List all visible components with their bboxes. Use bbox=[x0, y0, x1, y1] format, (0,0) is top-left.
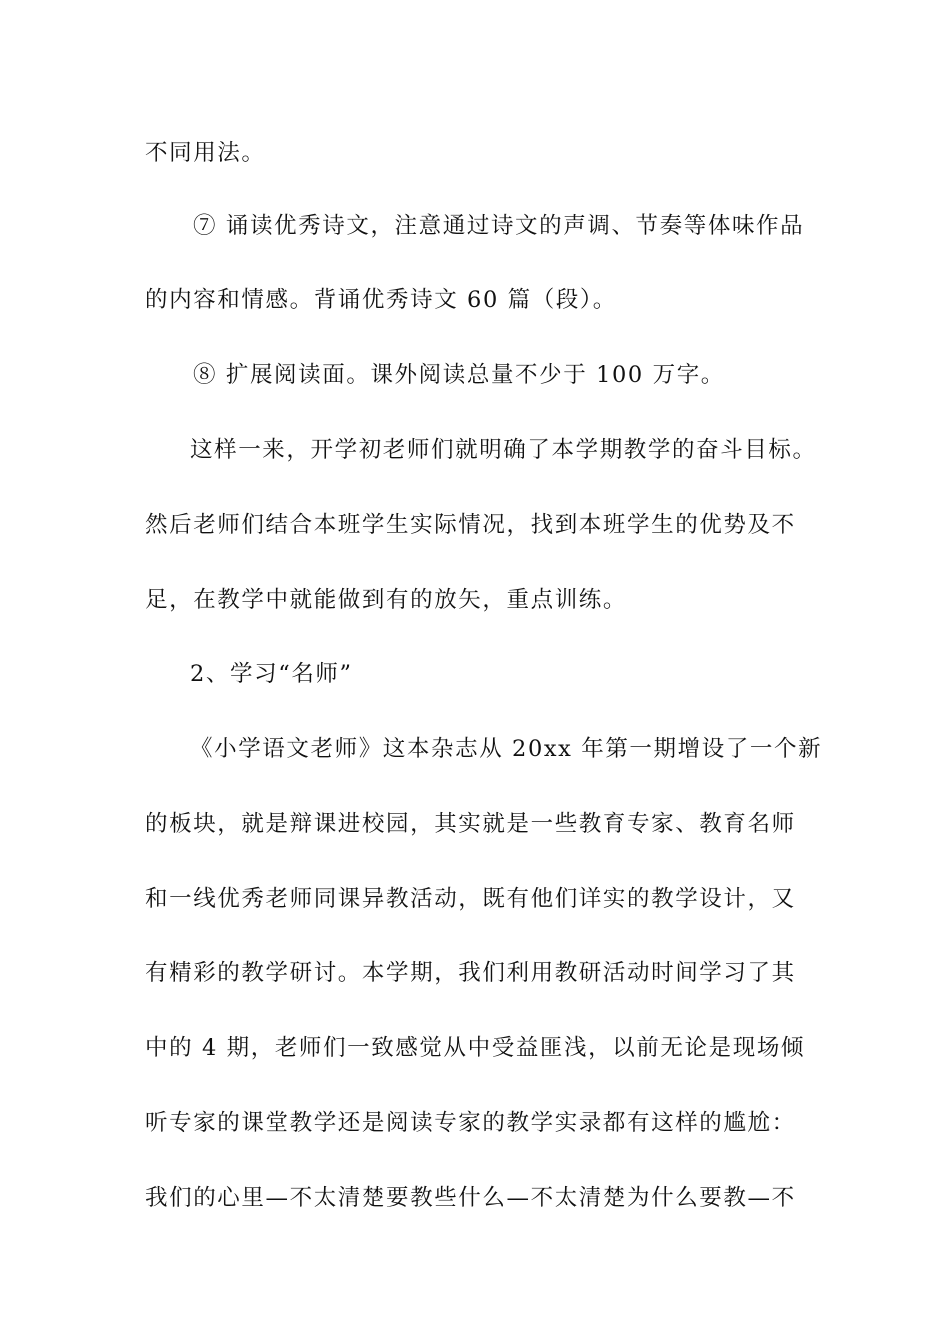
text-line-9: 《小学语文老师》这本杂志从 20xx 年第一期增设了一个新 bbox=[190, 736, 823, 762]
text-line-6: 然后老师们结合本班学生实际情况，找到本班学生的优势及不 bbox=[145, 512, 796, 538]
text-line-14: 听专家的课堂教学还是阅读专家的教学实录都有这样的尴尬： bbox=[145, 1110, 796, 1136]
text-line-15: 我们的心里—不太清楚要教些什么—不太清楚为什么要教—不 bbox=[145, 1185, 796, 1211]
text-line-3: 的内容和情感。背诵优秀诗文 60 篇（段）。 bbox=[145, 287, 617, 313]
section-heading: 2、学习“名师” bbox=[190, 661, 353, 687]
text-line-7: 足，在教学中就能做到有的放矢，重点训练。 bbox=[145, 587, 628, 613]
text-line-5: 这样一来，开学初老师们就明确了本学期教学的奋斗目标。 bbox=[190, 437, 817, 463]
text-line-10: 的板块，就是辩课进校园，其实就是一些教育专家、教育名师 bbox=[145, 811, 796, 837]
text-line-11: 和一线优秀老师同课异教活动，既有他们详实的教学设计，又 bbox=[145, 886, 796, 912]
text-line-1: 不同用法。 bbox=[145, 140, 266, 166]
text-line-12: 有精彩的教学研讨。本学期，我们利用教研活动时间学习了其 bbox=[145, 960, 796, 986]
text-line-2: ⑦ 诵读优秀诗文，注意通过诗文的声调、节奏等体味作品 bbox=[193, 213, 805, 239]
text-line-4: ⑧ 扩展阅读面。课外阅读总量不少于 100 万字。 bbox=[193, 362, 725, 388]
text-line-13: 中的 4 期，老师们一致感觉从中受益匪浅，以前无论是现场倾 bbox=[145, 1035, 806, 1061]
